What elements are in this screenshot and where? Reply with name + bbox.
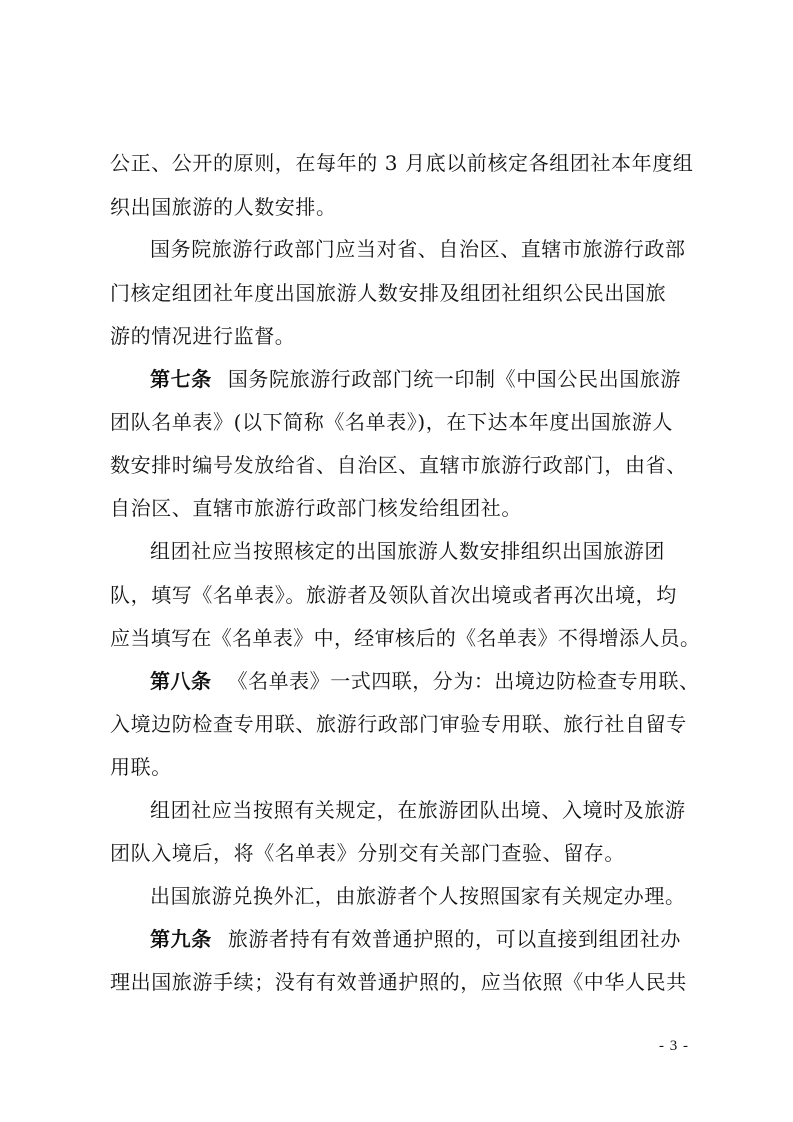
line-text: 组团社应当按照有关规定，在旅游团队出境、入境时及旅游 — [150, 798, 686, 822]
text-line — [150, 884, 700, 908]
line-text: 《名单表》一式四联，分为：出境边防检查专用联、 — [227, 669, 700, 693]
text-line — [110, 583, 700, 607]
text-line — [110, 755, 700, 779]
text-line — [150, 237, 700, 261]
article-heading: 第八条 — [150, 669, 212, 693]
line-text: 门核定组团社年度出国旅游人数安排及组团社组织公民出国旅 — [110, 281, 667, 305]
text-line — [110, 712, 700, 736]
line-text: 用联。 — [110, 755, 172, 779]
line-text: 团队入境后，将《名单表》分别交有关部门查验、留存。 — [110, 841, 625, 865]
text-line — [150, 798, 700, 822]
line-text: 织出国旅游的人数安排。 — [110, 195, 337, 219]
line-text: 团队名单表》(以下简称《名单表》)，在下达本年度出国旅游人 — [110, 410, 674, 434]
text-line — [110, 410, 700, 434]
text-line — [110, 841, 700, 865]
article-line — [150, 367, 700, 391]
line-text: 理出国旅游手续；没有有效普通护照的，应当依照《中华人民共 — [110, 970, 687, 994]
line-text: 游的情况进行监督。 — [110, 324, 296, 348]
line-text: 国务院旅游行政部门统一印制《中国公民出国旅游 — [227, 367, 682, 391]
article-line — [150, 669, 700, 693]
text-line — [110, 151, 700, 175]
line-text: 数安排时编号发放给省、自治区、直辖市旅游行政部门，由省、 — [110, 453, 687, 477]
article-line — [150, 927, 700, 951]
line-text: 入境边防检查专用联、旅游行政部门审验专用联、旅行社自留专 — [110, 712, 687, 736]
line-text: 自治区、直辖市旅游行政部门核发给组团社。 — [110, 496, 522, 520]
line-text: 国务院旅游行政部门应当对省、自治区、直辖市旅游行政部 — [150, 237, 686, 261]
text-line — [150, 539, 700, 563]
text-line — [110, 496, 700, 520]
line-text: 组团社应当按照核定的出国旅游人数安排组织出国旅游团 — [150, 539, 665, 563]
text-line — [110, 324, 700, 348]
article-heading: 第九条 — [150, 927, 212, 951]
text-line — [110, 195, 700, 219]
text-line — [110, 970, 700, 994]
line-text: 公正、公开的原则，在每年的 3 月底以前核定各组团社本年度组 — [110, 151, 694, 175]
line-text: 队，填写《名单表》。旅游者及领队首次出境或者再次出境，均 — [110, 583, 677, 607]
line-text: 出国旅游兑换外汇，由旅游者个人按照国家有关规定办理。 — [150, 884, 686, 908]
text-line — [110, 281, 700, 305]
article-heading: 第七条 — [150, 367, 212, 391]
line-text: 应当填写在《名单表》中，经审核后的《名单表》不得增添人员。 — [110, 626, 701, 650]
text-line — [110, 453, 700, 477]
page-number: - 3 - — [659, 1038, 689, 1054]
line-text: 旅游者持有有效普通护照的，可以直接到组团社办 — [227, 927, 682, 951]
text-line — [110, 626, 700, 650]
